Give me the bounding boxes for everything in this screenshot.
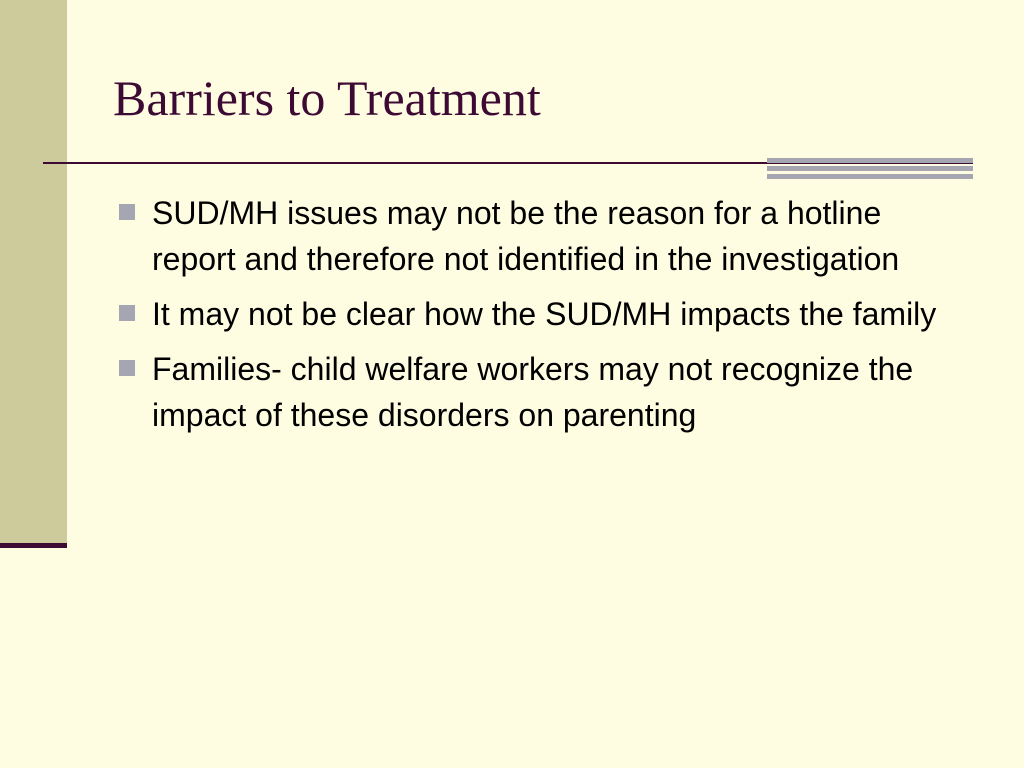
bullet-item [116,346,966,438]
accent-bar [767,166,973,171]
bullet-text: Families- child welfare workers may not recognize the impact of these disorders on parenting [152,351,914,433]
bullet-text: It may not be clear how the SUD/MH impacts the family [152,296,937,332]
bullet-item [116,291,966,337]
square-bullet-icon [119,305,135,321]
square-bullet-icon [119,360,135,376]
left-decorative-band [0,0,67,546]
left-band-rule [0,543,67,548]
slide-title: Barriers to Treatment [113,70,541,126]
square-bullet-icon [119,204,135,220]
bullet-list [116,190,966,447]
accent-bars [767,158,973,180]
bullet-text: SUD/MH issues may not be the reason for a hotline report and therefore not identified in the investigation [152,195,900,277]
accent-bar [767,158,973,163]
bullet-item [116,190,966,282]
accent-bar [767,174,973,179]
